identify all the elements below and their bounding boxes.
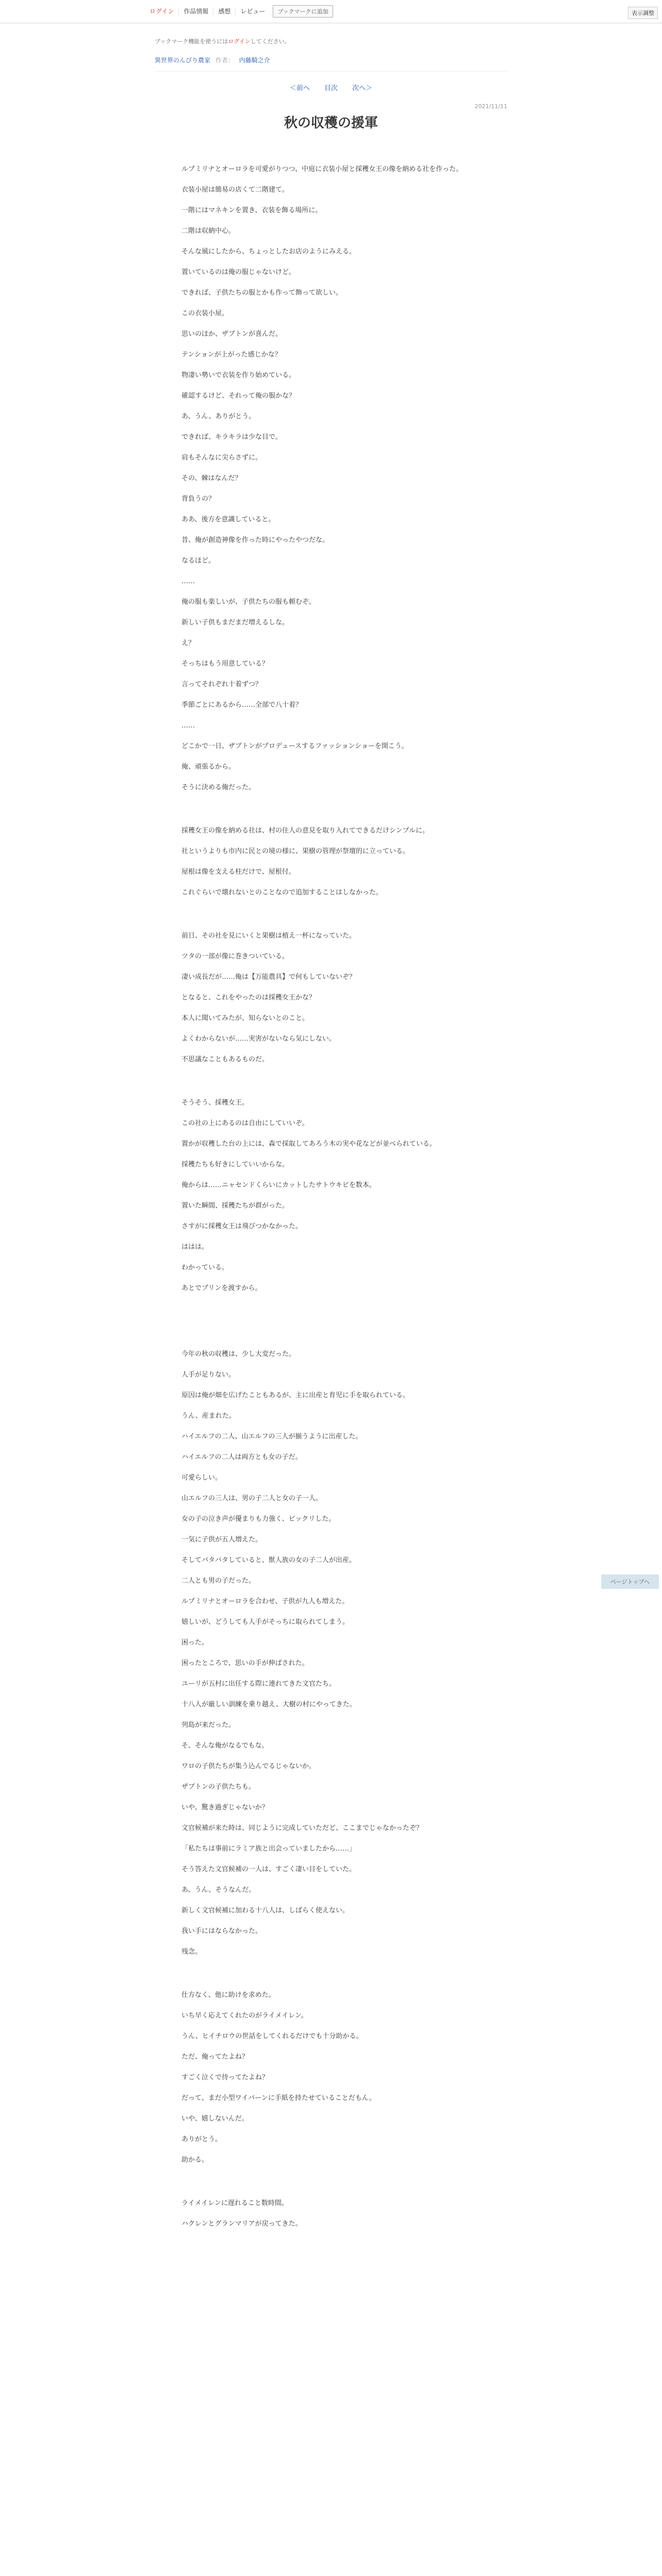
body-paragraph: だって、まだ小型ワイバーンに手紙を持たせていることだもん。 — [181, 2094, 376, 2102]
display-settings-button[interactable]: 表示調整 — [628, 7, 658, 19]
body-paragraph — [181, 2188, 486, 2199]
body-paragraph: 困ったところで、思いの手が伸ばされた。 — [181, 1659, 309, 1667]
body-paragraph: この社の上にあるのは自由にしていいぞ。 — [181, 1120, 309, 1127]
body-paragraph — [181, 1190, 486, 1201]
body-paragraph — [181, 1586, 486, 1597]
body-paragraph — [181, 1128, 486, 1140]
body-paragraph — [181, 1211, 486, 1222]
body-paragraph — [181, 2144, 486, 2156]
body-paragraph: ハイエルフの二人、山エルフの三人が揃うように出産した。 — [181, 1433, 362, 1440]
author-link[interactable]: 内藤騎之介 — [239, 57, 270, 64]
body-paragraph: ライメイレンに遅れること数時間。 — [181, 2199, 288, 2207]
body-paragraph: ハイエルフの二人は両方とも女の子だ。 — [181, 1453, 302, 1461]
body-paragraph: 凄い成長だが……俺は【万能農具】で何もしていないぞ？ — [181, 973, 356, 981]
body-paragraph: 新しい子供もまだまだ増えるしな。 — [181, 619, 289, 626]
body-paragraph: 今年の秋の収穫は、少し大変だった。 — [181, 1350, 296, 1358]
body-paragraph: ザブトンの子供たちも。 — [181, 1783, 256, 1791]
body-paragraph — [181, 1380, 486, 1391]
body-paragraph — [181, 1273, 486, 1284]
body-paragraph — [181, 2062, 486, 2073]
body-paragraph: 採穫たちも好きにしていいからな。 — [181, 1161, 289, 1168]
body-paragraph: 新しく文官候補に加わる十八人は、しばらく使えない。 — [181, 1907, 350, 1914]
body-paragraph: ありがとう。 — [181, 2136, 222, 2143]
body-paragraph: 一階にはマネキンを置き、衣装を飾る場所に。 — [181, 207, 322, 214]
body-paragraph: これぐらいで壊れないとのことなので追加することはしなかった。 — [181, 889, 383, 896]
body-paragraph — [181, 731, 486, 742]
body-paragraph: ルプミリナとオーロラを可愛がりつつ、中庭に衣装小屋と採穫女王の像を納める社を作った。 — [181, 165, 463, 173]
body-paragraph — [181, 1936, 486, 1947]
table-of-contents-link[interactable]: 目次 — [324, 84, 338, 92]
body-paragraph: 助かる。 — [181, 2156, 209, 2164]
scroll-helper-button[interactable]: ページトップへ — [601, 1574, 659, 1589]
body-paragraph: この衣装小屋。 — [181, 310, 229, 317]
body-paragraph — [181, 2041, 486, 2053]
body-paragraph: 文官候補が来た時は、同じように完成していただど、ここまでじゃなかったぞ？ — [181, 1824, 423, 1832]
body-paragraph — [181, 1689, 486, 1700]
next-chapter-link[interactable]: 次へ＞ — [352, 84, 373, 92]
body-paragraph: 列島が来だった。 — [181, 1721, 236, 1729]
body-paragraph — [181, 1304, 486, 1316]
body-paragraph — [181, 877, 486, 888]
body-paragraph: 前日、その社を見にいくと果樹は植え一杯になっていた。 — [181, 932, 356, 940]
body-paragraph — [181, 277, 486, 289]
body-paragraph: 昔、俺が創造神像を作った時にやったやつだな。 — [181, 536, 329, 544]
body-paragraph: ワロの子供たちが集う込んでるじゃないか。 — [181, 1762, 316, 1770]
body-paragraph — [181, 920, 486, 931]
body-paragraph: 俺の服も楽しいが、子供たちの服も頼むぞ。 — [181, 598, 316, 606]
body-paragraph — [181, 804, 486, 815]
body-paragraph — [181, 545, 486, 556]
body-paragraph — [181, 1316, 486, 1327]
body-paragraph — [181, 669, 486, 680]
body-paragraph: 物凄い勢いで衣装を作り始めている。 — [181, 371, 296, 379]
body-paragraph — [181, 710, 486, 721]
body-paragraph — [181, 1565, 486, 1577]
body-paragraph — [181, 1874, 486, 1886]
body-paragraph: …… — [181, 722, 195, 730]
body-paragraph: そんな風にしたから、ちょっとしたお店のようにみえる。 — [181, 248, 356, 256]
body-paragraph: あ、うん、ありがとう。 — [181, 413, 256, 420]
bookmark-hint — [155, 37, 290, 45]
body-paragraph: そうに決める俺だった。 — [181, 784, 256, 791]
body-paragraph: ツタの一部が像に巻きついている。 — [181, 953, 289, 960]
body-paragraph — [181, 1524, 486, 1535]
body-paragraph — [181, 298, 486, 309]
body-paragraph — [181, 1076, 486, 1087]
body-paragraph — [181, 1483, 486, 1494]
body-paragraph — [181, 236, 486, 247]
body-paragraph: そうそう、採穫女王。 — [181, 1099, 249, 1107]
body-paragraph: 人手が足りない。 — [181, 1371, 236, 1379]
body-paragraph — [181, 2124, 486, 2135]
body-paragraph: その、棘はなんだ？ — [181, 474, 242, 482]
body-paragraph — [181, 1462, 486, 1473]
body-paragraph — [181, 524, 486, 536]
body-paragraph: 可愛らしい。 — [181, 1474, 222, 1482]
body-paragraph — [181, 1023, 486, 1035]
body-paragraph — [181, 1895, 486, 1906]
body-paragraph: さすがに採穫女王は飛びつかなかった。 — [181, 1223, 303, 1230]
body-paragraph: できれば、キラキラは少な目で。 — [181, 433, 282, 441]
body-paragraph: そう答えた文官候補の一人は、すごく凄い目をしていた。 — [181, 1866, 356, 1873]
body-paragraph: 確認するけど、それって俺の服かな？ — [181, 392, 296, 400]
body-paragraph — [181, 1627, 486, 1638]
body-paragraph: いや、驚き過ぎじゃないか？ — [181, 1804, 269, 1811]
body-paragraph: 十八人が厳しい訓練を乗り越え、大樹の村にやってきた。 — [181, 1701, 356, 1708]
body-paragraph — [181, 1421, 486, 1432]
body-paragraph: …… — [181, 578, 195, 585]
body-paragraph: え？ — [181, 639, 195, 647]
body-paragraph: ルプミリナとオーロラを合わせ、子供が九人も増えた。 — [181, 1598, 349, 1605]
body-paragraph — [181, 1087, 486, 1098]
series-title-link[interactable]: 異世界のんびり農家 — [155, 57, 211, 64]
body-paragraph — [181, 941, 486, 952]
body-paragraph: となると、これをやったのは採穫女王かな？ — [181, 994, 316, 1002]
body-paragraph: 思いのほか、ザブトンが喜んだ。 — [181, 330, 283, 338]
body-paragraph: 原因は俺が畑を広げたこともあるが、主に出産と育児に手を取られている。 — [181, 1392, 410, 1399]
body-paragraph: 仕方なく、他に助けを求めた。 — [181, 1991, 275, 1999]
body-paragraph — [181, 1648, 486, 1659]
body-paragraph: 背負うの？ — [181, 495, 216, 503]
main-nav — [150, 5, 333, 18]
body-paragraph — [181, 339, 486, 350]
body-paragraph — [181, 2103, 486, 2114]
body-paragraph — [181, 1108, 486, 1119]
breadcrumb — [155, 56, 270, 64]
body-paragraph: 衣装小屋は簡易の店くて二階建て。 — [181, 186, 289, 194]
body-paragraph: 置かが収穫した台の上には、森で採取してあろう木の実や花などが並べられている。 — [181, 1140, 437, 1148]
body-paragraph — [181, 1606, 486, 1618]
top-navigation-bar — [0, 0, 662, 23]
body-paragraph: どこかで一日、ザブトンがプロデュースするファッションショーを開こう。 — [181, 742, 408, 750]
body-paragraph — [181, 195, 486, 206]
body-paragraph: いち早く応えてくれたのがライメイレン。 — [181, 2012, 308, 2020]
body-paragraph: 女の子の泣き声が優まりも力強く、ビックリした。 — [181, 1515, 336, 1523]
body-paragraph: すごく泣くで待ってたよね？ — [181, 2074, 269, 2081]
body-paragraph — [181, 2176, 486, 2188]
body-paragraph — [181, 2082, 486, 2094]
body-paragraph — [181, 401, 486, 412]
body-paragraph — [181, 1400, 486, 1412]
body-paragraph — [181, 1968, 486, 1979]
body-paragraph — [181, 751, 486, 762]
body-paragraph — [181, 463, 486, 474]
body-paragraph: テンションが上がった感じかな？ — [181, 351, 282, 359]
body-paragraph — [181, 257, 486, 268]
body-paragraph — [181, 607, 486, 618]
body-paragraph: 言ってそれぞれ十着ずつ？ — [181, 681, 262, 688]
body-paragraph — [181, 648, 486, 659]
body-paragraph: できれば、子供たちの服とかも作って飾って欲しい。 — [181, 289, 343, 297]
login-link[interactable]: ログイン — [150, 7, 179, 15]
body-paragraph — [181, 1231, 486, 1243]
prev-chapter-link[interactable]: ＜前へ — [289, 84, 310, 92]
body-paragraph: 残念。 — [181, 1948, 202, 1956]
hint-text-before: ブックマーク機能を使うには — [155, 38, 228, 45]
body-paragraph — [181, 1503, 486, 1515]
body-paragraph — [181, 1668, 486, 1680]
body-paragraph: なるほど。 — [181, 557, 216, 565]
body-paragraph: うん、産まれた。 — [181, 1412, 236, 1420]
pager-top — [0, 82, 662, 92]
body-paragraph: 置いているのは俺の服じゃないけど。 — [181, 268, 296, 276]
body-paragraph — [181, 1854, 486, 1865]
body-paragraph: わかっている。 — [181, 1264, 229, 1272]
body-paragraph — [181, 1833, 486, 1844]
body-paragraph — [181, 1149, 486, 1160]
body-paragraph — [181, 1293, 486, 1304]
author-label: 作者： — [215, 57, 234, 64]
body-paragraph — [181, 628, 486, 639]
body-paragraph — [181, 1338, 486, 1350]
body-paragraph — [181, 982, 486, 993]
body-paragraph: あ、うん、そうなんだ。 — [181, 1886, 256, 1894]
body-paragraph: 我い手にはならなかった。 — [181, 1927, 262, 1935]
publish-date: 2021/11/11 — [474, 103, 507, 110]
body-paragraph — [181, 1751, 486, 1762]
body-paragraph — [181, 2021, 486, 2032]
body-paragraph — [181, 2208, 486, 2219]
body-paragraph: いや、嬉しないんだ。 — [181, 2115, 249, 2123]
body-paragraph: 肩もそんなに尖らさずに。 — [181, 454, 262, 462]
body-paragraph — [181, 1709, 486, 1721]
feel-link[interactable]: 感想 — [213, 7, 236, 15]
body-paragraph: 本人に聞いてみたが、知らないとのこと。 — [181, 1014, 309, 1022]
divider — [155, 71, 507, 72]
body-paragraph: 嬉しいが、どうしても人手がそっちに取られてしまう。 — [181, 1618, 350, 1626]
body-paragraph — [181, 360, 486, 371]
hint-text-after: してください。 — [250, 38, 290, 45]
body-paragraph — [181, 897, 486, 909]
body-paragraph — [181, 1359, 486, 1370]
body-paragraph: 一気に子供が五人増えた。 — [181, 1536, 262, 1544]
add-bookmark-button[interactable]: ブックマークに追加 — [273, 5, 333, 18]
body-paragraph — [181, 566, 486, 577]
body-paragraph — [181, 772, 486, 783]
body-paragraph — [181, 856, 486, 868]
body-paragraph — [181, 1792, 486, 1803]
body-paragraph — [181, 586, 486, 598]
body-paragraph — [181, 1916, 486, 1927]
body-paragraph — [181, 1957, 486, 1968]
body-paragraph — [181, 1252, 486, 1263]
body-paragraph: 山エルフの三人は、男の子二人と女の子一人。 — [181, 1495, 323, 1502]
body-paragraph — [181, 815, 486, 826]
hint-login-link[interactable]: ログイン — [228, 38, 251, 45]
chapter-body — [181, 165, 486, 2229]
body-paragraph: ははは。 — [181, 1243, 209, 1251]
body-paragraph: そしてバタバタしていると、獣人族の女の子二人が出産。 — [181, 1556, 356, 1564]
body-paragraph: 二階は収納中心。 — [181, 227, 236, 235]
body-paragraph — [181, 504, 486, 515]
body-paragraph — [181, 1812, 486, 1824]
body-paragraph — [181, 1442, 486, 1453]
body-paragraph — [181, 421, 486, 433]
body-paragraph: 俺、頑張るから。 — [181, 763, 236, 771]
body-paragraph — [181, 174, 486, 185]
body-paragraph: 「私たちは事前にラミア族と出会っていましたから……」 — [181, 1845, 356, 1853]
body-paragraph: そっちはもう用意している？ — [181, 660, 269, 668]
body-paragraph: 俺からは……ニャセンドくらいにカットしたサトウキビを数本。 — [181, 1181, 376, 1189]
body-paragraph: そ、そんな俺がなるでもな。 — [181, 1742, 269, 1750]
body-paragraph: 不思議なこともあるものだ。 — [181, 1056, 269, 1063]
body-paragraph — [181, 792, 486, 804]
review-link[interactable]: レビュー — [240, 8, 266, 15]
body-paragraph — [181, 1327, 486, 1338]
body-paragraph: 二人とも男の子だった。 — [181, 1577, 256, 1585]
body-paragraph — [181, 1044, 486, 1055]
body-paragraph: 採穫女王の像を納める社は、村の住人の意見を取り入れてできるだけシンプルに。 — [181, 827, 429, 835]
body-paragraph: ただ、俺ってたよね？ — [181, 2053, 249, 2061]
body-paragraph: ユーリが五村に出任する際に連れてきた文官たち。 — [181, 1680, 336, 1688]
body-paragraph — [181, 961, 486, 973]
body-paragraph — [181, 1771, 486, 1783]
body-paragraph — [181, 1170, 486, 1181]
body-paragraph — [181, 836, 486, 847]
body-paragraph — [181, 2165, 486, 2176]
body-paragraph — [181, 215, 486, 227]
body-paragraph — [181, 1064, 486, 1076]
body-paragraph — [181, 1979, 486, 1991]
body-paragraph: 社というよりも市内に民との境の様に、果樹の管理が祭壇的に立っている。 — [181, 848, 410, 855]
body-paragraph — [181, 380, 486, 392]
body-paragraph — [181, 2000, 486, 2011]
body-paragraph: 置いた瞬間、採穫たちが群がった。 — [181, 1202, 289, 1210]
body-paragraph: 困った。 — [181, 1639, 209, 1647]
body-paragraph — [181, 1730, 486, 1741]
body-paragraph: あとでプリンを渡すから。 — [181, 1284, 262, 1292]
body-paragraph: ハクレンとグランマリアが戻ってきた。 — [181, 2220, 302, 2228]
body-paragraph: うん、ヒイチロウの世話をしてくれるだけでも十分助かる。 — [181, 2032, 363, 2040]
body-paragraph — [181, 909, 486, 920]
work-info-link[interactable]: 作品情報 — [179, 7, 213, 15]
body-paragraph — [181, 442, 486, 453]
body-paragraph: 屋根は像を支える柱だけで、屋根付。 — [181, 868, 295, 876]
chapter-title: 秋の収穫の援軍 — [284, 115, 378, 131]
body-paragraph — [181, 1545, 486, 1556]
body-paragraph: よくわからないが……実害がないなら気にしない。 — [181, 1035, 336, 1043]
body-paragraph — [181, 483, 486, 495]
body-paragraph — [181, 1003, 486, 1014]
body-paragraph — [181, 689, 486, 701]
body-paragraph: ああ、後方を意識していると。 — [181, 516, 275, 523]
body-paragraph: 季節ごとにあるから……全部で八十着？ — [181, 701, 303, 709]
body-paragraph — [181, 318, 486, 330]
